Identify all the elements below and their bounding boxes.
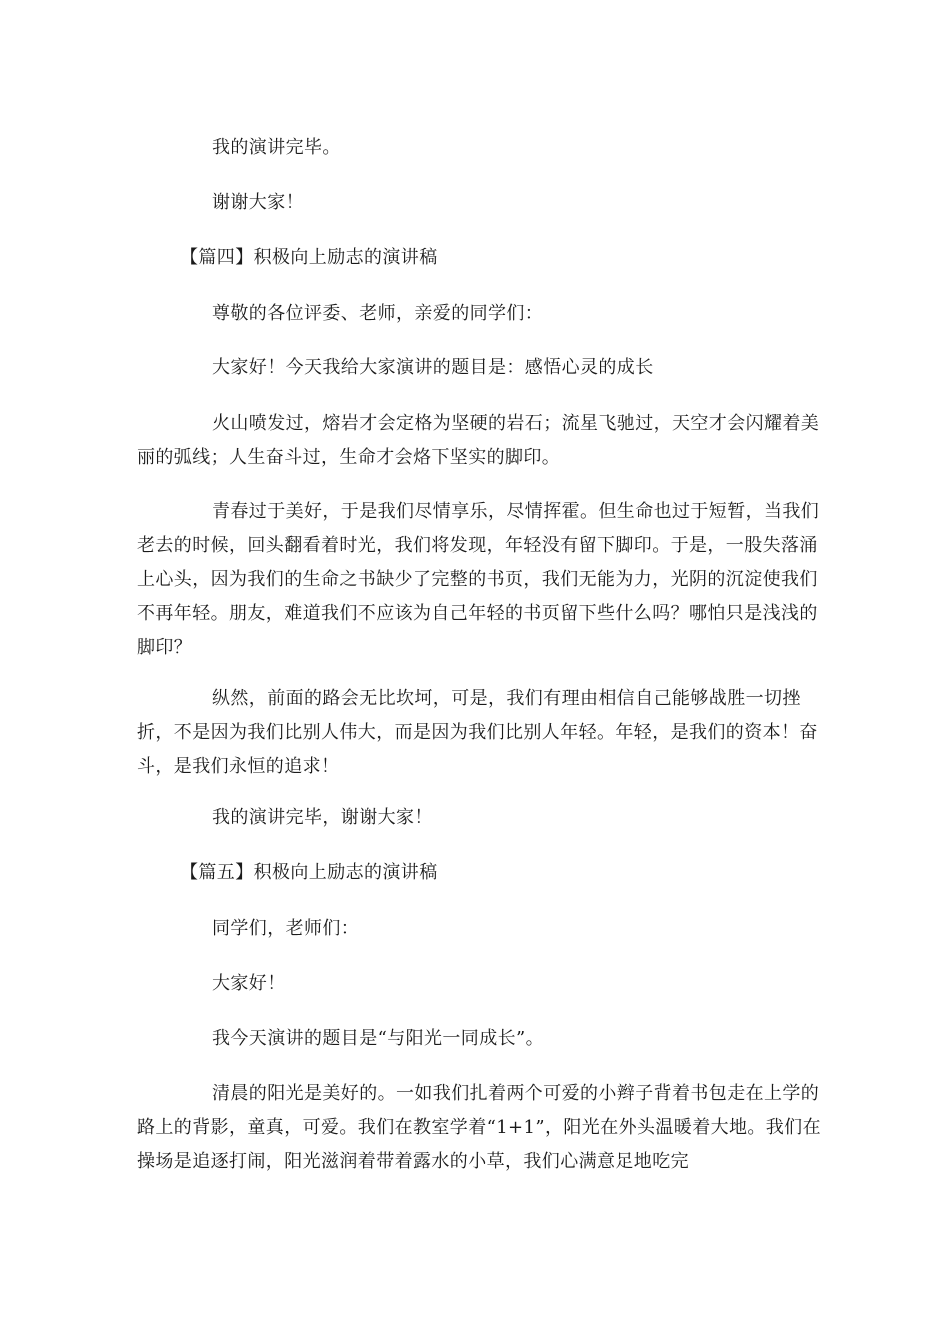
paragraph: 大家好！今天我给大家演讲的题目是：感悟心灵的成长 (212, 357, 654, 378)
thanks-paragraph: 谢谢大家！ (212, 192, 304, 213)
paragraph: 大家好！ (212, 973, 286, 994)
paragraph: 同学们，老师们： (212, 918, 360, 939)
paragraph: 火山喷发过，熔岩才会定格为坚硬的岩石；流星飞驰过，天空才会闪耀着美丽的弧线；人生奋斗过，生命才会烙下坚实的脚印。 (137, 413, 820, 468)
section-heading-4: 【篇四】积极向上励志的演讲稿 (180, 247, 438, 268)
closing-paragraph: 我的演讲完毕。 (212, 137, 341, 158)
paragraph: 尊敬的各位评委、老师，亲爱的同学们： (212, 303, 544, 324)
paragraph: 纵然，前面的路会无比坎坷，可是，我们有理由相信自己能够战胜一切挫折，不是因为我们比别人伟大，而是因为我们比别人年轻。年轻，是我们的资本！奋斗，是我们永恒的追求！ (137, 688, 818, 777)
paragraph: 我今天演讲的题目是“与阳光一同成长”。 (212, 1028, 545, 1049)
paragraph: 清晨的阳光是美好的。一如我们扎着两个可爱的小辫子背着书包走在上学的路上的背影，童真，可爱。我们在教室学着“1+1”，阳光在外头温暖着大地。我们在操场是追逐打闹，阳光滋润着带着露水的小草，我们心满意足地吃完 (137, 1083, 821, 1172)
paragraph: 我的演讲完毕，谢谢大家！ (212, 807, 433, 828)
paragraph: 青春过于美好，于是我们尽情享乐，尽情挥霍。但生命也过于短暂，当我们老去的时候，回头翻看着时光，我们将发现，年轻没有留下脚印。于是，一股失落涌上心头，因为我们的生命之书缺少了完整的书页，我们无能为力，光阴的沉淀使我们不再年轻。朋友，难道我们不应该为自己年轻的书页留下些什么吗？哪怕只是浅浅的脚印？ (137, 501, 820, 658)
section-heading-5: 【篇五】积极向上励志的演讲稿 (180, 862, 438, 883)
